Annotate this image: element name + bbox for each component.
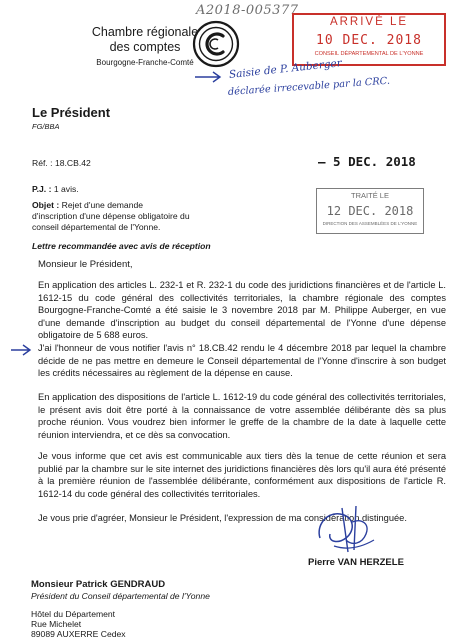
court-logo-icon (190, 18, 242, 70)
subject-block (32, 200, 190, 233)
recipient-role: Président du Conseil départemental de l'Yonne (31, 591, 210, 601)
recipient-name: Monsieur Patrick GENDRAUD (31, 579, 166, 590)
processed-stamp-title: TRAITÉ LE (351, 191, 389, 200)
salutation: Monsieur le Président, (38, 259, 133, 270)
handwritten-arrow-icon (193, 70, 223, 84)
signatory-name: Pierre VAN HERZELE (308, 557, 404, 568)
ref-value: 18.CB.42 (54, 158, 91, 168)
processed-stamp (316, 188, 424, 234)
handwritten-note-line1: Saisie de P. Auberger (228, 57, 343, 81)
ref-line (32, 158, 91, 168)
handwritten-note-line2: déclarée irrecevable par la CRC. (227, 75, 391, 98)
arrival-stamp-date: 10 DEC. 2018 (316, 32, 422, 48)
attachments-label: P.J. : (32, 184, 52, 194)
recipient-address (31, 609, 126, 639)
arrival-stamp-footer: CONSEIL DÉPARTEMENTAL DE L'YONNE (314, 50, 424, 57)
closing-line: Je vous prie d'agréer, Monsieur le Président, l'expression de ma considération distinguée. (38, 513, 407, 523)
ref-label: Réf. : (32, 158, 53, 168)
paragraph-2: J'ai l'honneur de vous notifier l'avis n° 18.CB.42 rendu le 4 décembre 2018 par lequel la chambre décide de ne pas mettre en demeure le Conseil départemental de l'Yonne d'inscrire à son budget les crédits nécessaires au règlement de la dépense en cause. (38, 343, 446, 379)
letterhead (54, 16, 244, 78)
processed-stamp-date: 12 DEC. 2018 (326, 203, 414, 218)
sender-initials: FG/BBA (32, 122, 60, 131)
signature-icon (312, 500, 382, 560)
subject-line1: Rejet d'une demande (61, 200, 144, 210)
subject-line2: d'inscription d'une dépense obligatoire du (32, 211, 190, 221)
handwritten-margin-arrow-icon (9, 344, 33, 356)
paragraph-3: En application des dispositions de l'article L. 1612-19 du code général des collectivités territoriales, le présent avis doit être porté à la connaissance de votre assemblée délibérante dès sa plus proche réunion. Vous voudrez bien informer le greffe de la chambre de la date à laquelle cette réunion interviendra, et ce dès sa convocation. (38, 392, 446, 440)
handwritten-reference: A2018-005377 (196, 3, 299, 18)
recipient-address-line1: Hôtel du Département (31, 609, 116, 619)
arrival-stamp-title: ARRIVÉ LE (329, 16, 409, 28)
attachments-value: 1 avis. (53, 184, 79, 194)
subject-line3: conseil départemental de l'Yonne. (32, 222, 161, 232)
sender-title: Le Président (32, 105, 111, 120)
org-name-line1: Chambre régionale (91, 25, 199, 39)
arrival-stamp (292, 13, 446, 66)
date-stamp: – 5 DEC. 2018 (318, 154, 416, 169)
org-name-line2: des comptes (109, 40, 181, 54)
recipient-address-line2: Rue Michelet (31, 619, 82, 629)
org-region: Bourgogne-Franche-Comté (96, 58, 194, 67)
attachments-line (32, 184, 79, 194)
paragraph-4: Je vous informe que cet avis est communicable aux tiers dès la tenue de cette réunion et sera publié par la chambre sur le site internet des juridictions financières dès lors qu'il aura été présenté à la première réunion de l'assemblée délibérante, conformément aux dispositions de l'article R. 1612-14 du code général des collectivités territoriales. (38, 451, 446, 499)
recipient-address-line3: 89089 AUXERRE Cedex (31, 629, 126, 639)
paragraph-1: En application des articles L. 232-1 et R. 232-1 du code des juridictions financières et de l'article L. 1612-15 du code général des collectivités territoriales, la chambre régionale des comptes Bourgogne-Franche-Comté a été saisie le 3 novembre 2018 par M. Philippe Auberger, en vue d'une demande d'inscription au budget du conseil départemental de l'Yonne d'une dépense obligatoire de 5 688 euros. (38, 280, 446, 341)
processed-stamp-footer: DIRECTION DES ASSEMBLÉES DE L'YONNE (322, 220, 418, 226)
subject-label: Objet : (32, 200, 60, 210)
delivery-method: Lettre recommandée avec avis de réception (32, 241, 211, 251)
